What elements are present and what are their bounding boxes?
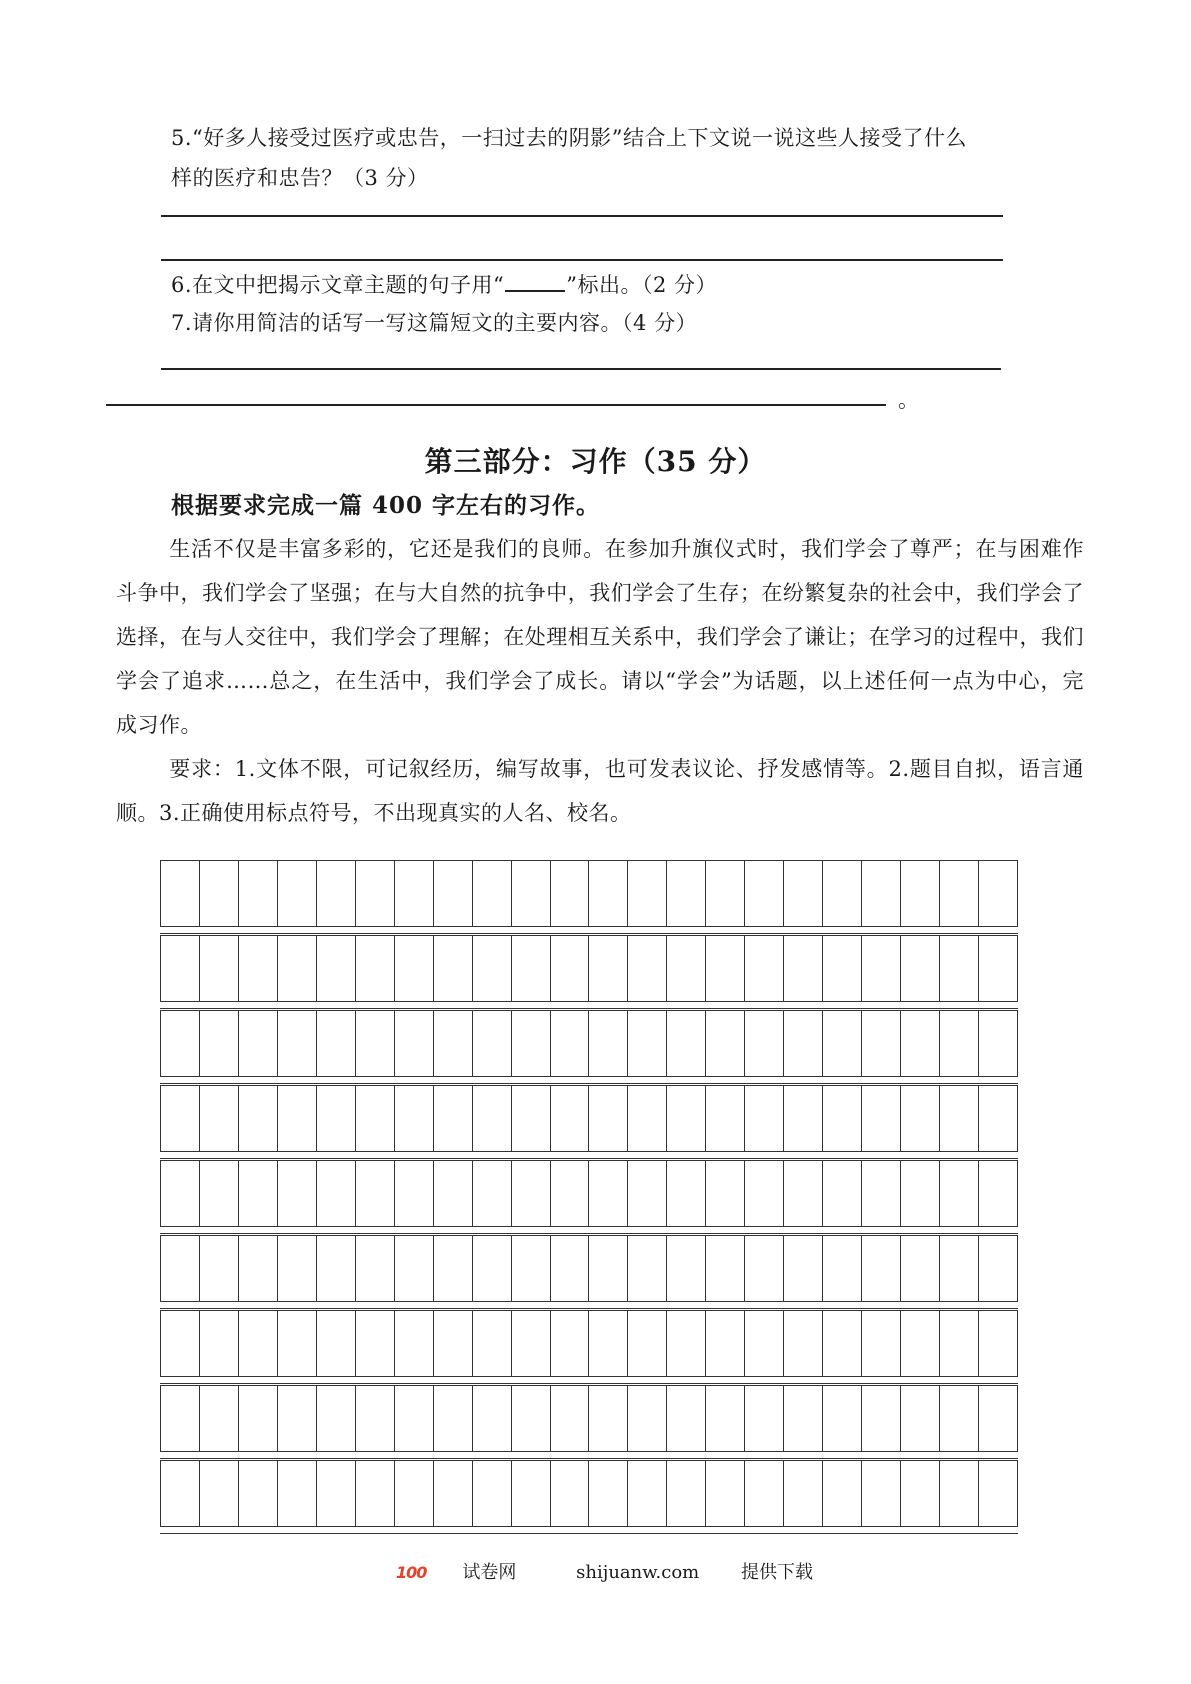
grid-row-separator — [160, 1075, 1018, 1084]
grid-cell[interactable] — [901, 1461, 940, 1526]
grid-cell[interactable] — [551, 861, 590, 926]
grid-cell[interactable] — [823, 1461, 862, 1526]
grid-cell[interactable] — [823, 1161, 862, 1226]
grid-cell[interactable] — [434, 1161, 473, 1226]
grid-cell[interactable] — [706, 1311, 745, 1376]
grid-cell[interactable] — [434, 1086, 473, 1151]
grid-cell[interactable] — [239, 1236, 278, 1301]
grid-cell[interactable] — [940, 861, 979, 926]
grid-cell[interactable] — [473, 1086, 512, 1151]
grid-cell[interactable] — [901, 1011, 940, 1076]
grid-cell[interactable] — [979, 1086, 1017, 1151]
grid-cell[interactable] — [395, 1161, 434, 1226]
grid-cells — [160, 1160, 1018, 1227]
grid-cell[interactable] — [356, 1386, 395, 1451]
grid-cell[interactable] — [161, 1311, 200, 1376]
grid-row — [160, 860, 1018, 935]
grid-cell[interactable] — [901, 1161, 940, 1226]
question-5-line-1: 5.“好多人接受过医疗或忠告，一扫过去的阴影”结合上下文说一说这些人接受了什么 — [171, 126, 968, 150]
grid-cell[interactable] — [784, 1461, 823, 1526]
answer-end-period: 。 — [898, 388, 919, 412]
composition-grid[interactable] — [160, 860, 1018, 1535]
grid-cell[interactable] — [589, 1461, 628, 1526]
grid-cell[interactable] — [862, 1011, 901, 1076]
grid-cell[interactable] — [395, 936, 434, 1001]
grid-cell[interactable] — [589, 1311, 628, 1376]
grid-cell[interactable] — [317, 1011, 356, 1076]
grid-cell[interactable] — [239, 861, 278, 926]
grid-cell[interactable] — [862, 1236, 901, 1301]
grid-cell[interactable] — [200, 1161, 239, 1226]
grid-row-separator — [160, 925, 1018, 934]
grid-cell[interactable] — [706, 1086, 745, 1151]
grid-cell[interactable] — [862, 936, 901, 1001]
grid-cell[interactable] — [473, 1311, 512, 1376]
grid-cell[interactable] — [200, 1086, 239, 1151]
grid-cell[interactable] — [628, 1161, 667, 1226]
grid-cell[interactable] — [979, 1161, 1017, 1226]
question-5-line-2: 样的医疗和忠告？（3 分） — [171, 166, 429, 190]
grid-cell[interactable] — [706, 1011, 745, 1076]
grid-cell[interactable] — [239, 1386, 278, 1451]
grid-cell[interactable] — [278, 1011, 317, 1076]
grid-cell[interactable] — [589, 1086, 628, 1151]
writing-requirements-text: 要求：1.文体不限，可记叙经历，编写故事，也可发表议论、抒发感情等。2.题目自拟，语言通顺。3.正确使用标点符号，不出现真实的人名、校名。 — [116, 757, 1084, 825]
grid-cell[interactable] — [512, 1086, 551, 1151]
grid-cell[interactable] — [434, 1386, 473, 1451]
grid-cell[interactable] — [317, 1461, 356, 1526]
grid-cell[interactable] — [512, 1161, 551, 1226]
footer-brand: 试卷网 — [462, 1562, 517, 1583]
grid-cell[interactable] — [784, 1161, 823, 1226]
grid-row — [160, 935, 1018, 1010]
grid-cell[interactable] — [667, 936, 706, 1001]
grid-cell[interactable] — [512, 1011, 551, 1076]
grid-cell[interactable] — [823, 1386, 862, 1451]
grid-row — [160, 1235, 1018, 1310]
grid-cell[interactable] — [667, 861, 706, 926]
grid-cell[interactable] — [551, 1386, 590, 1451]
answer-line-5b[interactable] — [161, 259, 1003, 261]
grid-cell[interactable] — [239, 1011, 278, 1076]
grid-cell[interactable] — [706, 936, 745, 1001]
grid-cell[interactable] — [200, 936, 239, 1001]
grid-cell[interactable] — [161, 1236, 200, 1301]
grid-cell[interactable] — [667, 1236, 706, 1301]
grid-cell[interactable] — [278, 1086, 317, 1151]
grid-cell[interactable] — [745, 861, 784, 926]
grid-cell[interactable] — [239, 1461, 278, 1526]
grid-cell[interactable] — [356, 1311, 395, 1376]
grid-cell[interactable] — [278, 936, 317, 1001]
grid-cell[interactable] — [784, 936, 823, 1001]
grid-row-separator — [160, 1375, 1018, 1384]
grid-cell[interactable] — [745, 1011, 784, 1076]
grid-cell[interactable] — [706, 1386, 745, 1451]
grid-cell[interactable] — [200, 1461, 239, 1526]
grid-cell[interactable] — [667, 1011, 706, 1076]
grid-cell[interactable] — [317, 861, 356, 926]
grid-cell[interactable] — [589, 1236, 628, 1301]
question-6-text-after: ”标出。（2 分） — [566, 273, 718, 297]
grid-cell[interactable] — [628, 936, 667, 1001]
grid-cell[interactable] — [200, 1386, 239, 1451]
underline-sample — [505, 270, 565, 292]
grid-cell[interactable] — [317, 1236, 356, 1301]
grid-cell[interactable] — [979, 1236, 1017, 1301]
writing-requirements — [116, 747, 1084, 835]
grid-cell[interactable] — [940, 1386, 979, 1451]
grid-cells — [160, 860, 1018, 927]
grid-cell[interactable] — [161, 936, 200, 1001]
grid-cell[interactable] — [667, 1161, 706, 1226]
grid-cell[interactable] — [512, 936, 551, 1001]
grid-cell[interactable] — [745, 1086, 784, 1151]
grid-cell[interactable] — [862, 1086, 901, 1151]
grid-cell[interactable] — [356, 1461, 395, 1526]
grid-cell[interactable] — [239, 936, 278, 1001]
grid-cell[interactable] — [979, 1011, 1017, 1076]
grid-cells — [160, 1385, 1018, 1452]
grid-cell[interactable] — [356, 1011, 395, 1076]
grid-cell[interactable] — [784, 1386, 823, 1451]
grid-cell[interactable] — [940, 936, 979, 1001]
grid-cell[interactable] — [161, 1011, 200, 1076]
grid-cell[interactable] — [823, 861, 862, 926]
grid-cell[interactable] — [589, 1011, 628, 1076]
grid-cell[interactable] — [395, 1386, 434, 1451]
grid-cell[interactable] — [551, 1161, 590, 1226]
grid-cell[interactable] — [473, 1011, 512, 1076]
grid-cell[interactable] — [278, 1161, 317, 1226]
grid-cell[interactable] — [161, 861, 200, 926]
grid-cell[interactable] — [356, 1236, 395, 1301]
grid-cell[interactable] — [161, 1461, 200, 1526]
grid-cell[interactable] — [784, 1011, 823, 1076]
grid-cell[interactable] — [200, 1011, 239, 1076]
grid-cell[interactable] — [979, 1386, 1017, 1451]
grid-cell[interactable] — [589, 1161, 628, 1226]
grid-cell[interactable] — [434, 936, 473, 1001]
grid-row — [160, 1085, 1018, 1160]
grid-cell[interactable] — [551, 1311, 590, 1376]
grid-cell[interactable] — [628, 1086, 667, 1151]
question-7: 7.请你用简洁的话写一写这篇短文的主要内容。（4 分） — [171, 311, 698, 335]
grid-cell[interactable] — [161, 1386, 200, 1451]
grid-row — [160, 1460, 1018, 1535]
answer-line-7b[interactable] — [106, 404, 886, 406]
writing-prompt-text: 生活不仅是丰富多彩的，它还是我们的良师。在参加升旗仪式时，我们学会了尊严；在与困难作斗争中，我们学会了坚强；在与大自然的抗争中，我们学会了生存；在纷繁复杂的社会中，我们学会了选择，在与人交往中，我们学会了理解；在处理相互关系中，我们学会了谦让；在学习的过程中，我们学会了追求……总之，在生活中，我们学会了成长。请以“学会”为话题，以上述任何一点为中心，完成习作。 — [116, 537, 1084, 737]
grid-cell[interactable] — [473, 1236, 512, 1301]
grid-cell[interactable] — [317, 1311, 356, 1376]
grid-cell[interactable] — [706, 1236, 745, 1301]
grid-cell[interactable] — [628, 1011, 667, 1076]
grid-cell[interactable] — [901, 1386, 940, 1451]
grid-cell[interactable] — [473, 936, 512, 1001]
grid-cell[interactable] — [239, 1086, 278, 1151]
grid-cell[interactable] — [356, 1086, 395, 1151]
grid-cell[interactable] — [278, 1461, 317, 1526]
grid-cell[interactable] — [862, 1461, 901, 1526]
grid-cell[interactable] — [551, 1086, 590, 1151]
grid-cell[interactable] — [979, 936, 1017, 1001]
grid-cell[interactable] — [940, 1461, 979, 1526]
section-subtitle: 根据要求完成一篇 400 字左右的习作。 — [171, 492, 601, 519]
grid-cell[interactable] — [745, 1161, 784, 1226]
grid-cell[interactable] — [278, 1311, 317, 1376]
grid-cell[interactable] — [667, 1311, 706, 1376]
grid-cell[interactable] — [356, 861, 395, 926]
grid-cell[interactable] — [589, 936, 628, 1001]
grid-cells — [160, 1310, 1018, 1377]
grid-cell[interactable] — [667, 1386, 706, 1451]
grid-cell[interactable] — [901, 861, 940, 926]
grid-cell[interactable] — [434, 1311, 473, 1376]
grid-cell[interactable] — [706, 1161, 745, 1226]
grid-cell[interactable] — [628, 1311, 667, 1376]
grid-cell[interactable] — [784, 861, 823, 926]
grid-cell[interactable] — [745, 1311, 784, 1376]
answer-line-7a[interactable] — [161, 368, 1001, 370]
grid-cell[interactable] — [823, 1311, 862, 1376]
grid-cell[interactable] — [278, 1236, 317, 1301]
grid-cell[interactable] — [628, 861, 667, 926]
footer — [0, 1558, 1191, 1584]
grid-cell[interactable] — [706, 1461, 745, 1526]
grid-cell[interactable] — [551, 1461, 590, 1526]
grid-cell[interactable] — [979, 861, 1017, 926]
site-logo: 100 — [396, 1563, 427, 1582]
grid-cell[interactable] — [434, 1236, 473, 1301]
grid-cell[interactable] — [512, 1461, 551, 1526]
grid-cell[interactable] — [356, 1161, 395, 1226]
grid-cell[interactable] — [940, 1161, 979, 1226]
grid-cell[interactable] — [356, 936, 395, 1001]
grid-cells — [160, 1010, 1018, 1077]
grid-cell[interactable] — [628, 1461, 667, 1526]
grid-cell[interactable] — [434, 1461, 473, 1526]
grid-cell[interactable] — [395, 1461, 434, 1526]
answer-line-5a[interactable] — [161, 215, 1003, 217]
grid-cell[interactable] — [434, 1011, 473, 1076]
grid-cell[interactable] — [512, 1386, 551, 1451]
grid-cell[interactable] — [745, 936, 784, 1001]
grid-row-separator — [160, 1150, 1018, 1159]
grid-cell[interactable] — [395, 1086, 434, 1151]
grid-row — [160, 1160, 1018, 1235]
grid-cell[interactable] — [395, 1011, 434, 1076]
grid-cell[interactable] — [901, 1236, 940, 1301]
grid-cell[interactable] — [200, 861, 239, 926]
grid-cell[interactable] — [667, 1086, 706, 1151]
grid-cell[interactable] — [784, 1236, 823, 1301]
section-title: 第三部分：习作（35 分） — [424, 445, 767, 478]
grid-cell[interactable] — [940, 1011, 979, 1076]
grid-cells — [160, 1085, 1018, 1152]
grid-cell[interactable] — [862, 1386, 901, 1451]
grid-cell[interactable] — [706, 861, 745, 926]
footer-site-link[interactable]: shijuanw.com — [576, 1562, 700, 1583]
grid-cell[interactable] — [862, 1161, 901, 1226]
grid-cell[interactable] — [823, 1236, 862, 1301]
grid-cell[interactable] — [317, 1161, 356, 1226]
footer-tagline: 提供下载 — [740, 1562, 813, 1583]
grid-cell[interactable] — [434, 861, 473, 926]
grid-cell[interactable] — [979, 1461, 1017, 1526]
grid-row-separator — [160, 1225, 1018, 1234]
grid-cell[interactable] — [745, 1236, 784, 1301]
grid-cell[interactable] — [473, 1461, 512, 1526]
grid-cell[interactable] — [667, 1461, 706, 1526]
grid-row — [160, 1385, 1018, 1460]
grid-cell[interactable] — [862, 861, 901, 926]
grid-cell[interactable] — [823, 1086, 862, 1151]
grid-cell[interactable] — [200, 1236, 239, 1301]
grid-cell[interactable] — [239, 1161, 278, 1226]
grid-row-separator — [160, 1525, 1018, 1534]
grid-cell[interactable] — [589, 1386, 628, 1451]
grid-cell[interactable] — [317, 1086, 356, 1151]
grid-cell[interactable] — [395, 1236, 434, 1301]
grid-cell[interactable] — [823, 1011, 862, 1076]
grid-cell[interactable] — [901, 936, 940, 1001]
grid-cell[interactable] — [551, 1011, 590, 1076]
grid-cell[interactable] — [940, 1086, 979, 1151]
grid-cell[interactable] — [473, 861, 512, 926]
grid-cell[interactable] — [473, 1161, 512, 1226]
grid-cell[interactable] — [317, 936, 356, 1001]
grid-cell[interactable] — [200, 1311, 239, 1376]
grid-cell[interactable] — [901, 1311, 940, 1376]
grid-cell[interactable] — [589, 861, 628, 926]
grid-cell[interactable] — [979, 1311, 1017, 1376]
grid-cell[interactable] — [745, 1386, 784, 1451]
grid-cell[interactable] — [512, 1236, 551, 1301]
grid-cell[interactable] — [745, 1461, 784, 1526]
question-6-text-before: 6.在文中把揭示文章主题的句子用“ — [171, 273, 505, 297]
question-6 — [171, 267, 717, 303]
grid-cell[interactable] — [901, 1086, 940, 1151]
grid-cell[interactable] — [628, 1386, 667, 1451]
grid-cell[interactable] — [823, 936, 862, 1001]
grid-cell[interactable] — [940, 1236, 979, 1301]
grid-cell[interactable] — [395, 1311, 434, 1376]
grid-cells — [160, 1235, 1018, 1302]
grid-row-separator — [160, 1000, 1018, 1009]
grid-row — [160, 1310, 1018, 1385]
grid-cell[interactable] — [862, 1311, 901, 1376]
grid-cell[interactable] — [473, 1386, 512, 1451]
grid-cell[interactable] — [317, 1386, 356, 1451]
grid-cell[interactable] — [395, 861, 434, 926]
grid-cell[interactable] — [161, 1086, 200, 1151]
grid-cells — [160, 1460, 1018, 1527]
grid-cell[interactable] — [628, 1236, 667, 1301]
grid-cell[interactable] — [512, 861, 551, 926]
writing-prompt — [116, 527, 1084, 747]
grid-cell[interactable] — [278, 861, 317, 926]
grid-cell[interactable] — [940, 1311, 979, 1376]
grid-cell[interactable] — [239, 1311, 278, 1376]
grid-cell[interactable] — [551, 1236, 590, 1301]
grid-cell[interactable] — [278, 1386, 317, 1451]
grid-cell[interactable] — [512, 1311, 551, 1376]
grid-cell[interactable] — [784, 1311, 823, 1376]
grid-cell[interactable] — [784, 1086, 823, 1151]
grid-row-separator — [160, 1300, 1018, 1309]
grid-row — [160, 1010, 1018, 1085]
grid-cell[interactable] — [551, 936, 590, 1001]
grid-cells — [160, 935, 1018, 1002]
grid-row-separator — [160, 1450, 1018, 1459]
grid-cell[interactable] — [161, 1161, 200, 1226]
